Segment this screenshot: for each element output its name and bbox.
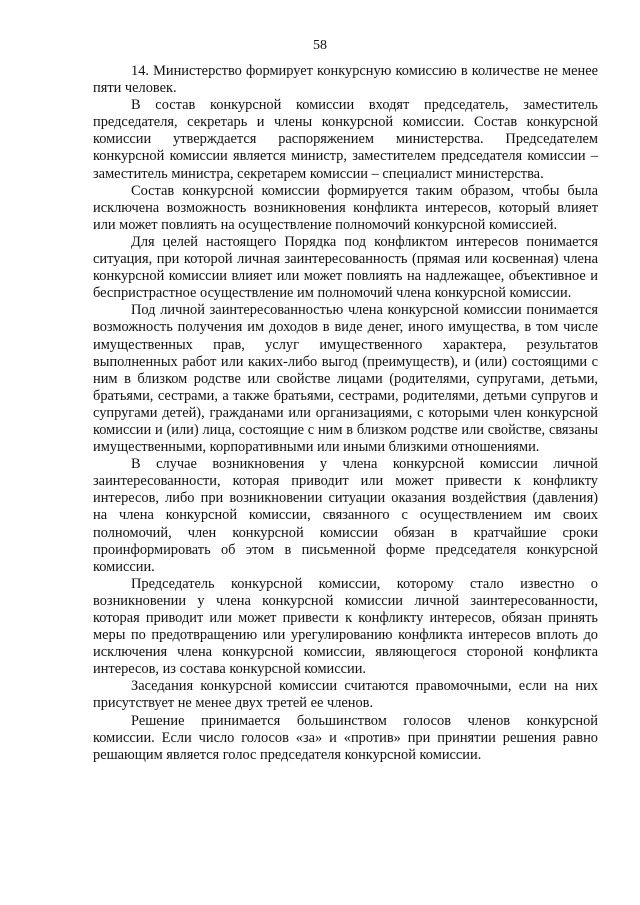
page-number: 58	[313, 38, 327, 53]
paragraph-4: Для целей настоящего Порядка под конфликтом интересов понимается ситуация, при которой личная заинтересованность (прямая или косвенная) члена конкурсной комиссии влияет или может повлиять на надлежащее, объективное и беспристрастное осуществление им полномочий члена конкурсной комиссии.	[93, 233, 598, 302]
paragraph-7: Председатель конкурсной комиссии, которому стало известно о возникновении у члена конкурсной комиссии личной заинтересованности, которая приводит или может привести к конфликту интересов, обязан принять меры по предотвращению или урегулированию конфликта интересов вплоть до исключения члена конкурсной комиссии, являющегося стороной конфликта интересов, из состава конкурсной комиссии.	[93, 575, 598, 678]
paragraph-8: Заседания конкурсной комиссии считаются правомочными, если на них присутствует не менее двух третей ее членов.	[93, 678, 598, 712]
paragraph-1: 14. Министерство формирует конкурсную комиссию в количестве не менее пяти человек.	[93, 63, 598, 97]
document-body	[93, 63, 598, 764]
paragraph-9: Решение принимается большинством голосов членов конкурсной комиссии. Если число голосов «за» и «против» при принятии решения равно решающим является голос председателя конкурсной комиссии.	[93, 712, 598, 763]
paragraph-2: В состав конкурсной комиссии входят председатель, заместитель председателя, секретарь и члены конкурсной комиссии. Состав конкурсной комиссии утверждается распоряжением министерства. Председателем конкурсной комиссии является министр, заместителем председателя комиссии – заместитель министра, секретарем комиссии – специалист министерства.	[93, 97, 598, 182]
paragraph-6: В случае возникновения у члена конкурсной комиссии личной заинтересованности, которая приводит или может привести к конфликту интересов, либо при возникновении ситуации оказания воздействия (давления) на члена конкурсной комиссии, связанного с осуществлением им своих полномочий, член конкурсной комиссии обязан в кратчайшие сроки проинформировать об этом в письменной форме председателя конкурсной комиссии.	[93, 456, 598, 575]
paragraph-5: Под личной заинтересованностью члена конкурсной комиссии понимается возможность получения им доходов в виде денег, иного имущества, в том числе имущественных прав, услуг имущественного характера, результатов выполненных работ или каких-либо выгод (преимуществ), и (или) состоящими с ним в близком родстве или свойстве лицами (родителями, супругами, детьми, братьями, сестрами, а также братьями, сестрами, родителями, детьми супругов и супругами детей), гражданами или организациями, с которыми член конкурсной комиссии и (или) лица, состоящие с ним в близком родстве или свойстве, связаны имущественными, корпоративными или иными близкими отношениями.	[93, 302, 598, 456]
paragraph-3: Состав конкурсной комиссии формируется таким образом, чтобы была исключена возможность возникновения конфликта интересов, который влияет или может повлиять на осуществление полномочий конкурсной комиссией.	[93, 182, 598, 233]
